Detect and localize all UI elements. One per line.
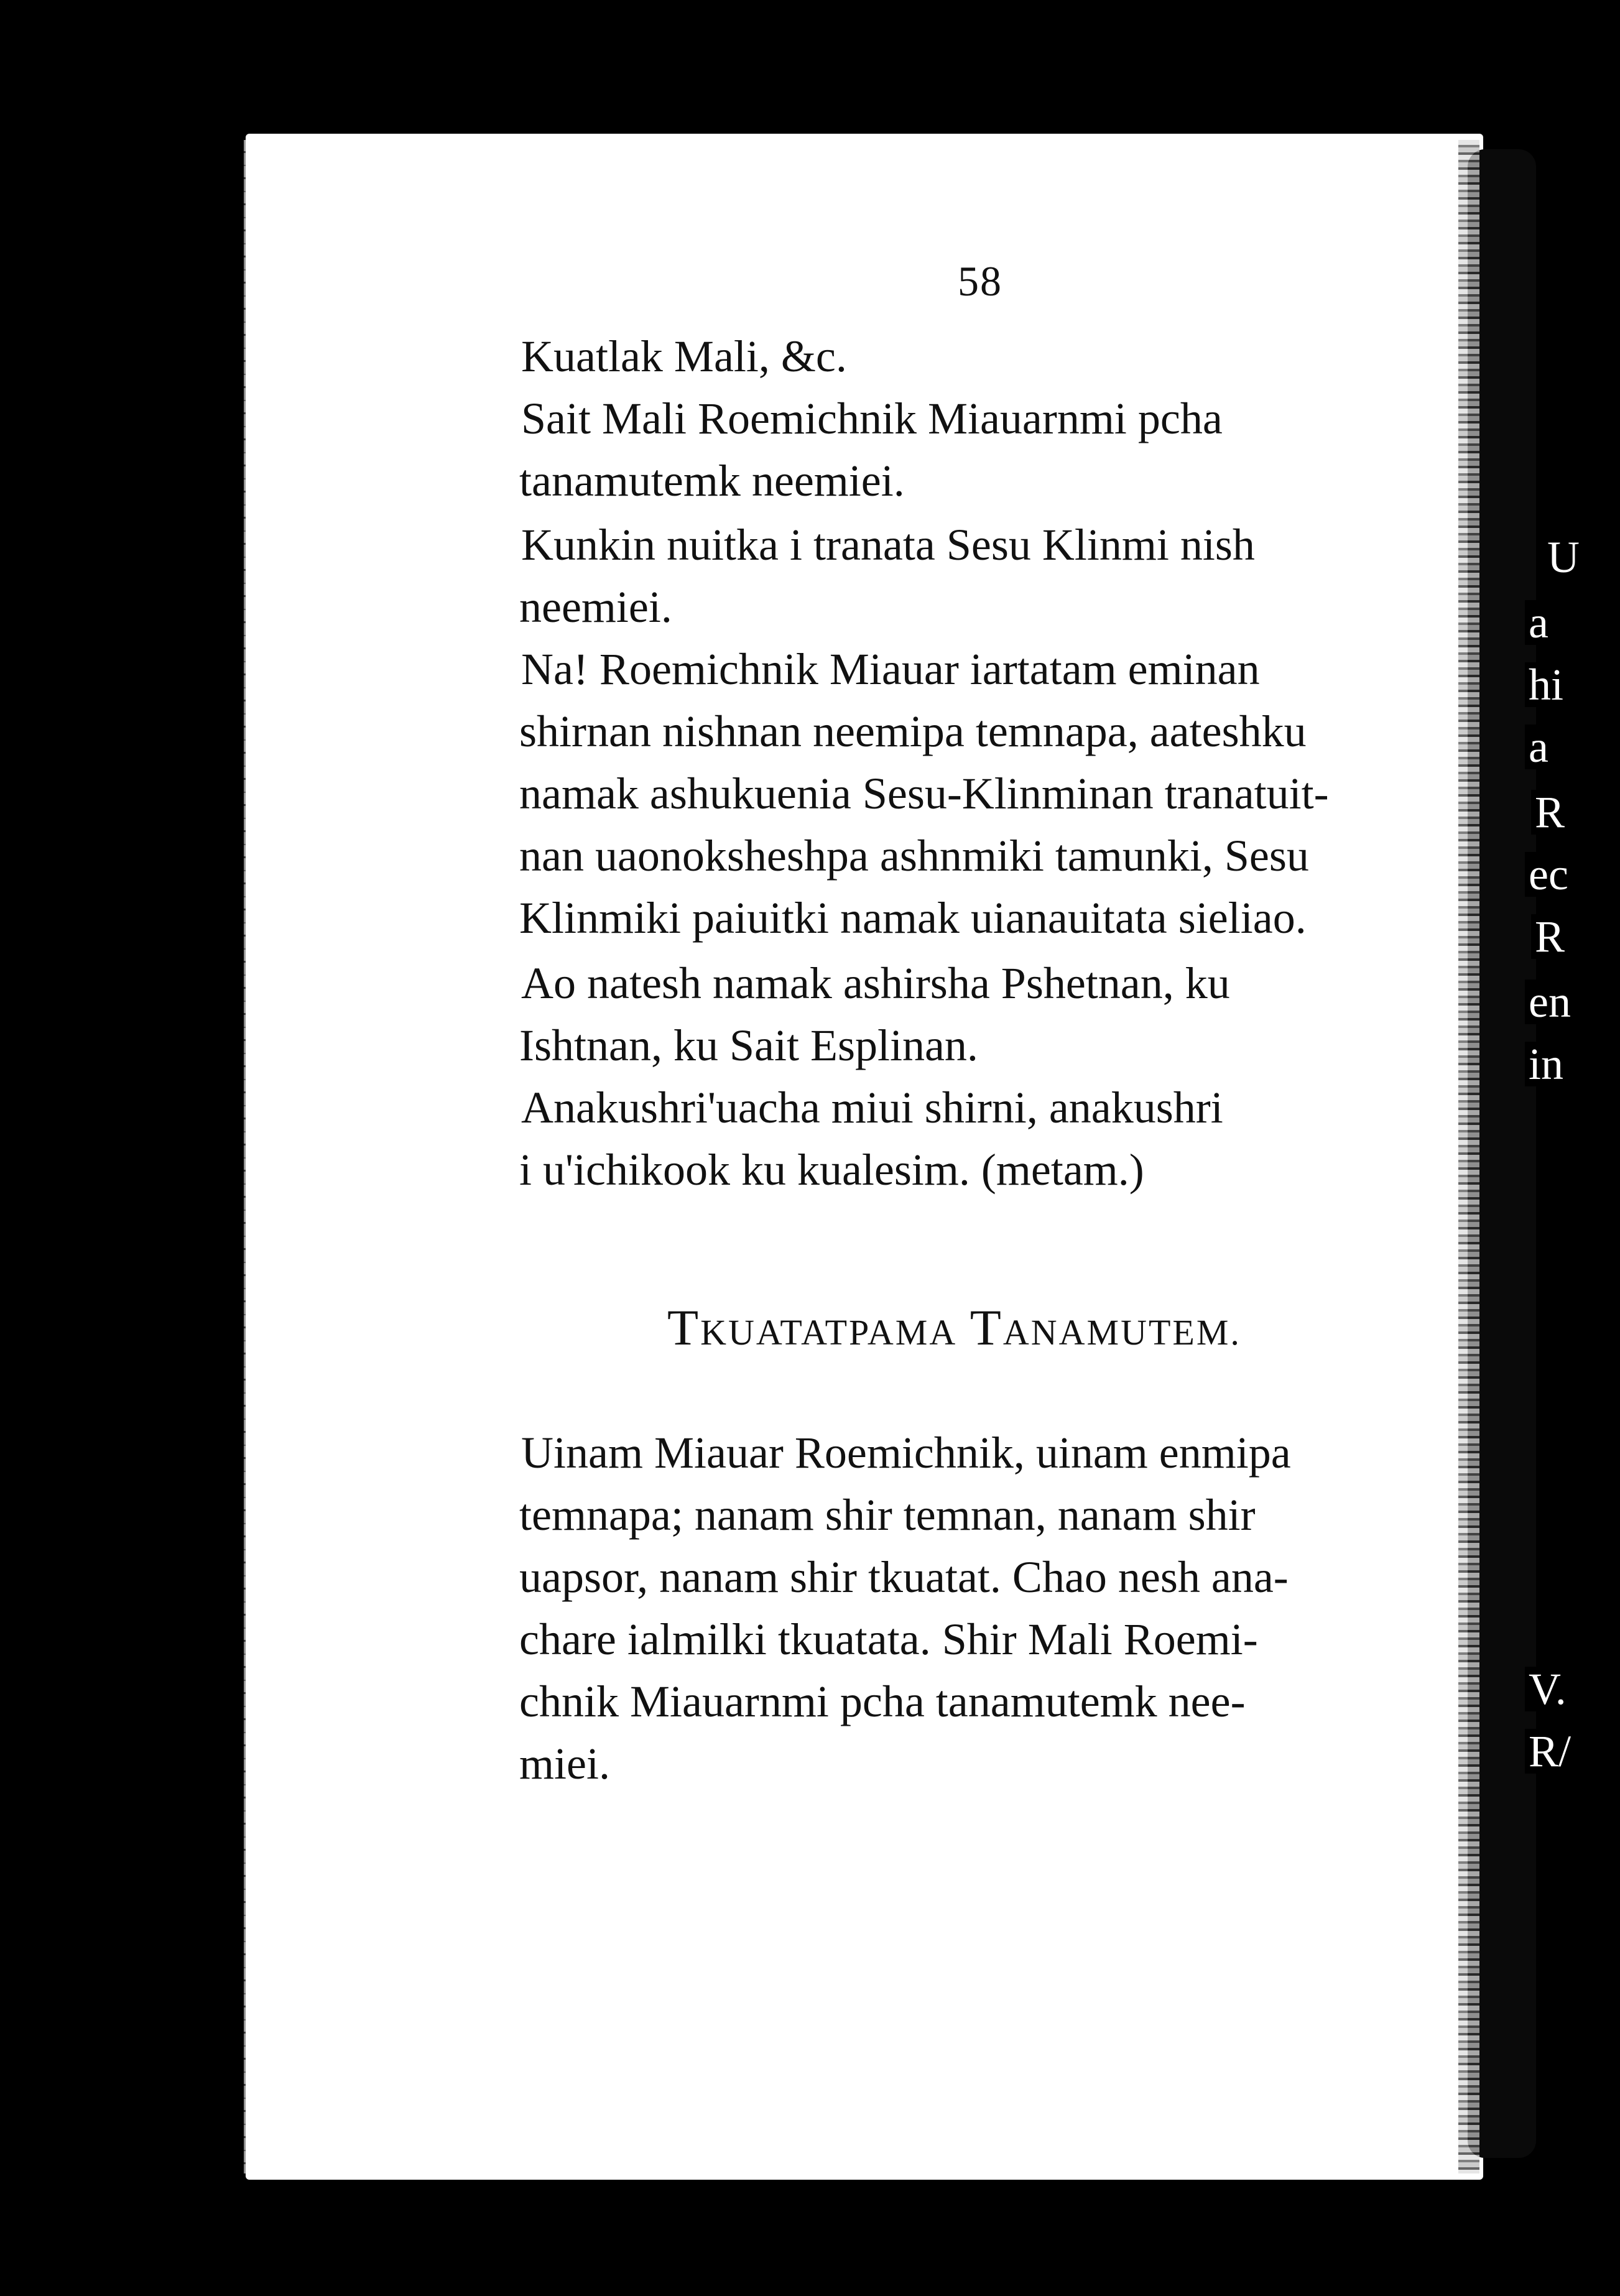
text-line: tanamutemk neemiei.: [519, 456, 905, 506]
text-line: Kunkin nuitka i tranata Sesu Klinmi nish: [521, 520, 1255, 570]
next-page-fragment: R: [1531, 914, 1565, 959]
text-line: Ishtnan, ku Sait Esplinan.: [519, 1021, 978, 1070]
text-line: Uinam Miauar Roemichnik, uinam enmipa: [521, 1428, 1291, 1478]
text-line: chnik Miauarnmi pcha tanamutemk nee-: [519, 1677, 1246, 1726]
next-page-fragment: in: [1525, 1042, 1563, 1086]
heading-initial: T: [970, 1299, 1003, 1356]
next-page-fragment: en: [1525, 979, 1571, 1024]
text-line: Na! Roemichnik Miauar iartatam eminan: [521, 644, 1260, 694]
next-page-fragment: a: [1525, 724, 1548, 769]
text-line: neemiei.: [519, 582, 672, 632]
text-line: namak ashukuenia Sesu-Klinminan tranatuit-: [519, 769, 1329, 818]
text-line: Ao natesh namak ashirsha Pshetnan, ku: [521, 958, 1230, 1008]
text-line: shirnan nishnan neemipa temnapa, aateshku: [519, 706, 1307, 756]
next-page-fragment: V.: [1525, 1667, 1567, 1711]
text-line: i u'ichikook ku kualesim. (metam.): [519, 1145, 1144, 1195]
text-line: Anakushri'uacha miui shirni, anakushri: [521, 1083, 1223, 1132]
next-page-fragment: ec: [1525, 852, 1568, 897]
page-number: 58: [958, 257, 1002, 305]
section-heading: [667, 1298, 1241, 1357]
binding-mark: [306, 833, 335, 1580]
text-line: miei.: [519, 1739, 610, 1789]
next-page-fragment: hi: [1525, 662, 1563, 707]
next-page-fragment: R: [1531, 790, 1565, 835]
text-line: temnapa; nanam shir temnan, nanam shir: [519, 1490, 1256, 1540]
next-page-edge: [1525, 532, 1618, 1776]
text-line: chare ialmilki tkuatata. Shir Mali Roemi-: [519, 1614, 1258, 1664]
next-page-fragment: a: [1525, 600, 1548, 645]
text-line: Klinmiki paiuitki namak uianauitata sieliao.: [519, 893, 1307, 943]
heading-word: ANAMUTEM.: [1002, 1312, 1241, 1353]
next-page-fragment: U: [1544, 535, 1580, 580]
text-line: uapsor, nanam shir tkuatat. Chao nesh ana-: [519, 1552, 1289, 1602]
heading-initial: T: [667, 1299, 701, 1356]
text-line: nan uaonoksheshpa ashnmiki tamunki, Sesu: [519, 831, 1309, 881]
text-line: Kuatlak Mali, &c.: [521, 331, 847, 381]
text-line: Sait Mali Roemichnik Miauarnmi pcha: [521, 394, 1223, 443]
heading-word: KUATATPAMA: [700, 1312, 958, 1353]
page-right-edge: [1458, 140, 1479, 2173]
next-page-fragment: R/: [1525, 1729, 1571, 1774]
